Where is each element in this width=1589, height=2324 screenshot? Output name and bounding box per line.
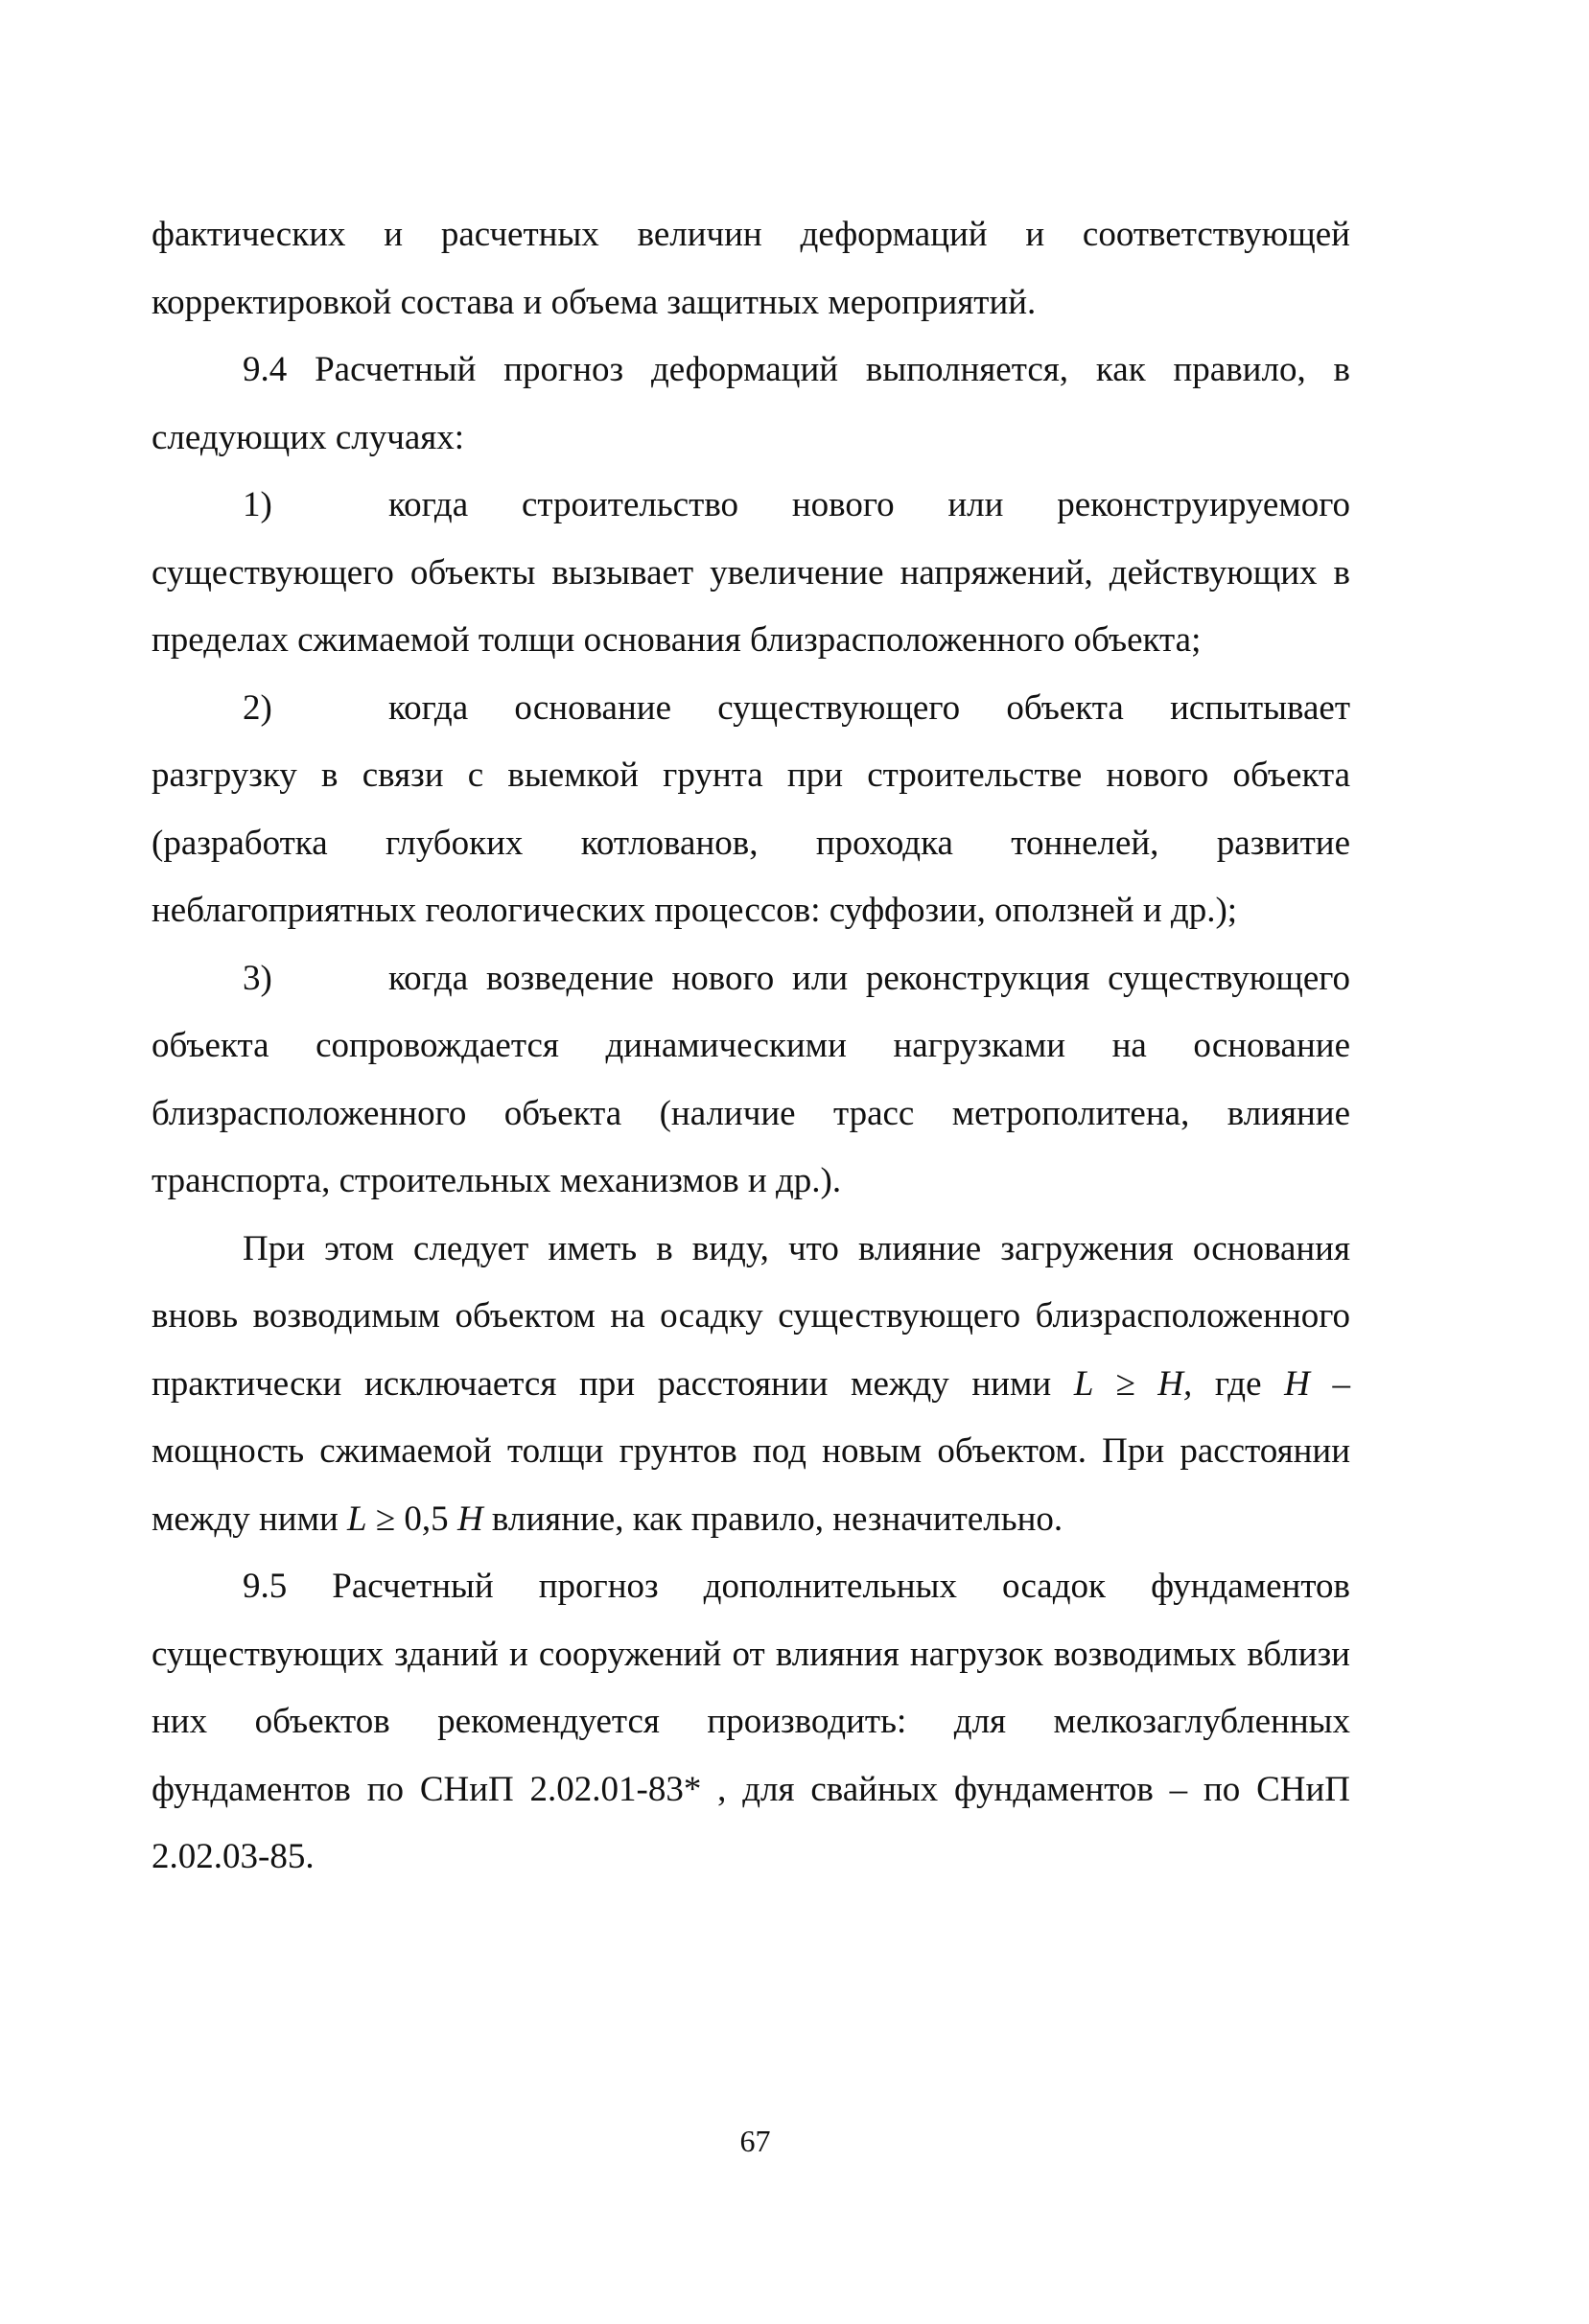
list-item-3-text: когда возведение нового или реконструкция существующего объекта сопровождается динамическими нагрузками на основание близрасположенного объекта (наличие трасс метрополитена, влияние транспорта, строительных механизмов и др.). [152,958,1350,1200]
list-item-1 [152,472,1350,675]
variable-l: L [347,1499,367,1539]
list-item-3 [152,945,1350,1216]
list-item-2-text: когда основание существующего объекта испытывает разгрузку в связи с выемкой грунта при строительстве нового объекта (разработка глубоких котлованов, проходка тоннелей, развитие неблагоприятных геологических процессов: суффозии, оползней и др.); [152,687,1350,930]
list-item-3-number: 3) [243,958,272,998]
paragraph-9-5: 9.5 Расчетный прогноз дополнительных осадок фундаментов существующих зданий и сооружений от влияния нагрузок возводимых вблизи них объектов рекомендуется производить: для мелкозаглубленных фундаментов по СНиП 2.02.01-83* , для свайных фундаментов – по СНиП 2.02.03-85. [152,1567,1350,1876]
page-number: 67 [739,2124,771,2158]
paragraph-distance-note [152,1216,1350,1554]
note-text-c: – мощность сжимаемой толщи грунтов под новым объектом. При расстоянии между ними [152,1363,1350,1539]
list-item-2-number: 2) [243,687,272,728]
note-text-a: При этом следует иметь в виду, что влияние загружения основания вновь возводимым объектом на осадку существующего близрасположенного практически исключается при расстоянии между ними [152,1228,1350,1404]
note-text-e: влияние, как правило, незначительно. [482,1499,1063,1539]
list-item-1-number: 1) [243,485,272,524]
list-item-1-text: когда строительство нового или реконструируемого существующего объекты вызывает увеличение напряжений, действующих в пределах сжимаемой толщи основания близрасположенного объекта; [152,485,1350,660]
variable-h: H [1284,1363,1310,1404]
formula-l-ge-h: L ≥ H, [1073,1363,1193,1404]
paragraph-9-4: 9.4 Расчетный прогноз деформаций выполняется, как правило, в следующих случаях: [152,350,1350,457]
paragraph-continuation: фактических и расчетных величин деформаций и соответствующей корректировкой состава и объема защитных мероприятий. [152,215,1350,322]
note-text-d: ≥ 0,5 [366,1499,457,1539]
body-text [152,201,1350,1892]
variable-h-2: H [456,1499,483,1539]
list-item-2 [152,675,1350,945]
note-text-b: где [1192,1363,1285,1404]
